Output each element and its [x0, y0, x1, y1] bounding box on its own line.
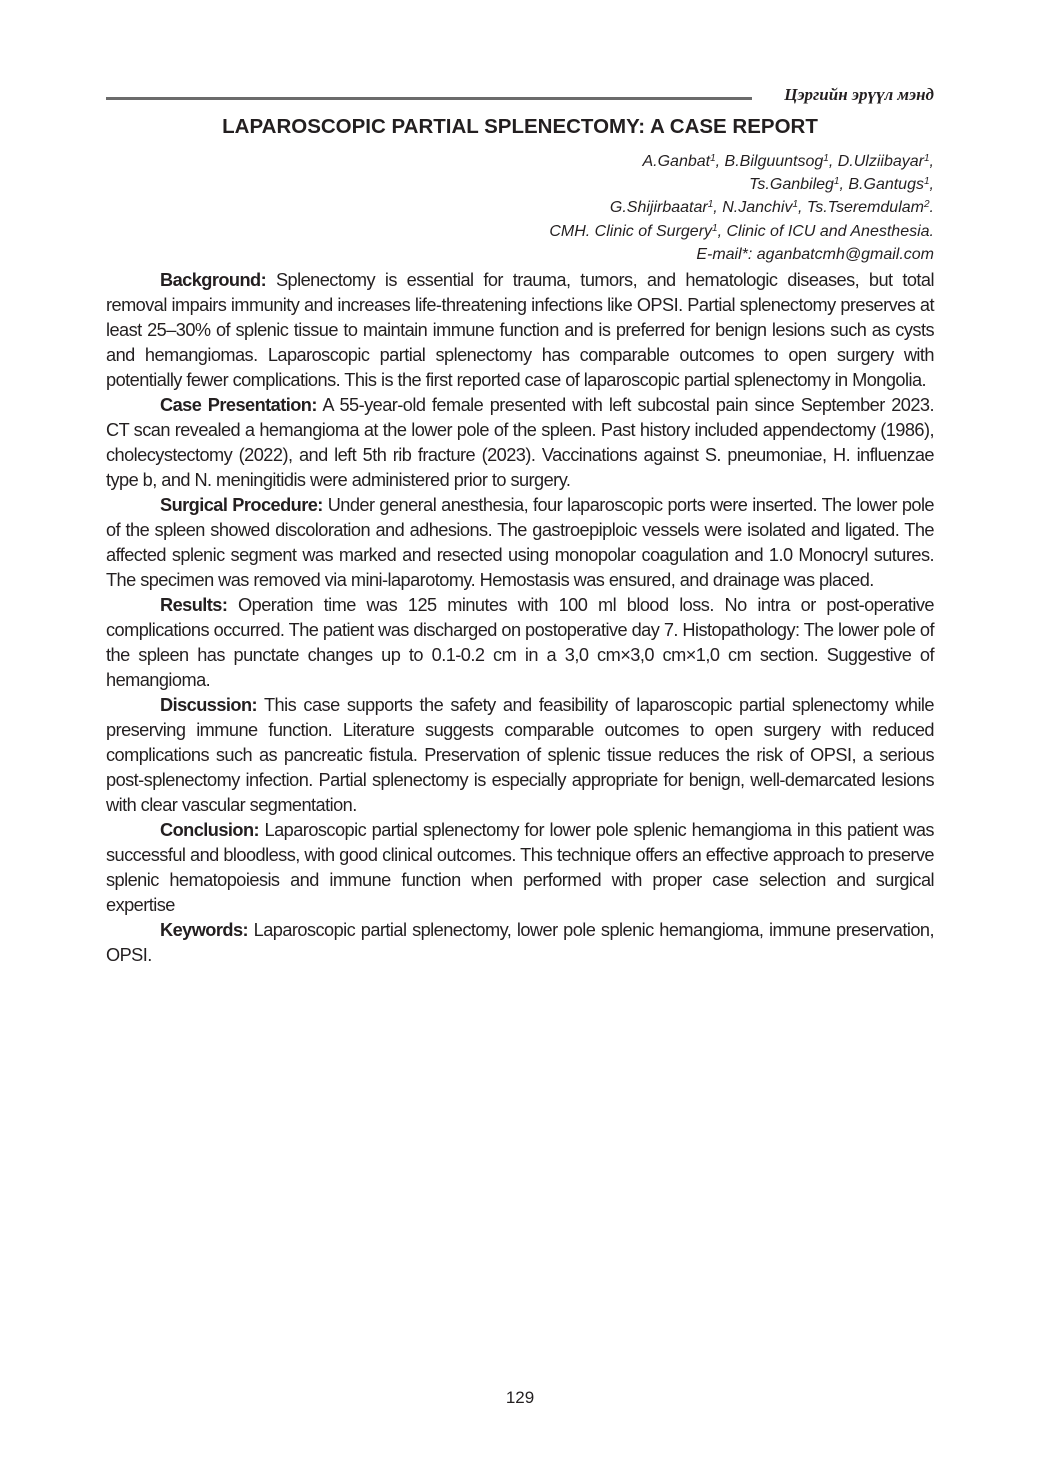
section-discussion — [106, 693, 934, 818]
author-block — [549, 150, 934, 266]
section-background — [106, 268, 934, 393]
separator: . — [929, 199, 934, 217]
section-text: Splenectomy is essential for trauma, tumors, and hematologic diseases, but total removal impairs immunity and increases life-threatening infections like OPSI. Partial splenectomy preserves at least 25–30% of splenic tissue to maintain immune function and is preferred for benign lesions such as cysts and hemangiomas. Laparoscopic partial splenectomy has comparable outcomes to open surgery with potentially fewer complications. This is the first reported case of laparoscopic partial splenectomy in Mongolia. — [106, 270, 934, 390]
separator: , — [839, 176, 849, 194]
affiliation-prefix: CMH. Clinic of Surgery — [549, 222, 713, 240]
author-line-3 — [549, 196, 934, 219]
section-text: Operation time was 125 minutes with 100 ml blood loss. No intra or post-operative complications occurred. The patient was discharged on postoperative day 7. Histopathology: The lower pole of the spleen has punctate changes up to 0.1-0.2 cm in a 3,0 cm×3,0 cm×1,0 cm section. Suggestive of hemangioma. — [106, 595, 934, 690]
article-title: LAPAROSCOPIC PARTIAL SPLENECTOMY: A CASE REPORT — [222, 115, 818, 138]
affiliation-marker: 1 — [833, 176, 840, 188]
author-line-1 — [549, 150, 934, 173]
section-keywords — [106, 918, 934, 968]
section-conclusion — [106, 818, 934, 918]
author-name: B.Bilguuntsog — [724, 153, 824, 170]
section-surgical-procedure — [106, 493, 934, 593]
author-name: A.Ganbat — [642, 153, 711, 170]
affiliation-marker: 2 — [923, 199, 930, 211]
separator: , — [715, 153, 725, 170]
author-name: Ts.Ganbileg — [749, 176, 834, 194]
separator: , — [929, 153, 934, 170]
section-label: Conclusion: — [160, 820, 260, 840]
section-label: Surgical Procedure: — [160, 495, 323, 515]
section-case-presentation — [106, 393, 934, 493]
running-header — [106, 84, 934, 106]
section-text: Laparoscopic partial splenectomy for lower pole splenic hemangioma in this patient was successful and bloodless, with good clinical outcomes. This technique offers an effective approach to preserve splenic hematopoiesis and immune function when performed with proper case selection and surgical expertise — [106, 820, 934, 915]
separator: , — [713, 199, 723, 217]
header-rule-divider — [106, 97, 752, 100]
section-results — [106, 593, 934, 693]
separator: , — [798, 199, 807, 217]
section-text: Laparoscopic partial splenectomy, lower pole splenic hemangioma, immune preservation, OPSI. — [106, 920, 934, 965]
abstract-body — [106, 268, 934, 968]
page-number: 129 — [505, 1388, 535, 1407]
author-line-2 — [549, 173, 934, 196]
author-name: D.Ulziibayar — [837, 153, 924, 170]
affiliation-marker: 1 — [707, 199, 714, 211]
author-name: G.Shijirbaatar — [609, 199, 708, 217]
section-text: Under general anesthesia, four laparoscopic ports were inserted. The lower pole of the spleen showed discoloration and adhesions. The gastroepiploic vessels were isolated and ligated. The affected splenic segment was marked and resected using monopolar coagulation and 1.0 Monocryl sutures. The specimen was removed via mini-laparotomy. Hemostasis was ensured, and drainage was placed. — [106, 495, 935, 590]
section-label: Background: — [160, 270, 267, 290]
contact-email: E-mail*: aganbatcmh@gmail.com — [696, 245, 934, 263]
affiliation-marker: 1 — [710, 153, 716, 164]
section-text: A 55-year-old female presented with left subcostal pain since September 2023. CT scan revealed a hemangioma at the lower pole of the spleen. Past history included appendectomy (1986), cholecystectomy (2022), and left 5th rib fracture (2023). Vaccinations against S. pneumoniae, H. influenzae type b, and N. meningitidis were administered prior to surgery. — [106, 395, 935, 490]
affiliation-line — [549, 220, 934, 243]
author-name: N.Janchiv — [722, 199, 793, 217]
section-label: Keywords: — [160, 920, 249, 940]
affiliation-marker: 1 — [823, 153, 829, 164]
section-label: Case Presentation: — [160, 395, 317, 415]
affiliation-marker: 1 — [923, 153, 930, 164]
author-name: Ts.Tseremdulam — [806, 199, 924, 217]
author-name: B.Gantugs — [848, 176, 924, 194]
affiliation-marker: 1 — [923, 176, 930, 188]
journal-name: Цэргийн эрүүл мэнд — [784, 85, 934, 104]
affiliation-marker: 1 — [792, 199, 798, 211]
separator: , — [929, 176, 934, 194]
section-label: Discussion: — [160, 695, 258, 715]
section-text: This case supports the safety and feasibility of laparoscopic partial splenectomy while preserving immune function. Literature suggests comparable outcomes to open surgery with reduced complications such as pancreatic fistula. Preservation of splenic tissue reduces the risk of OPSI, a serious post-splenectomy infection. Partial splenectomy is especially appropriate for benign, well-demarcated lesions with clear vascular segmentation. — [106, 695, 934, 815]
affiliation-marker: 1 — [712, 222, 718, 234]
section-label: Results: — [160, 595, 228, 615]
affiliation-suffix: , Clinic of ICU and Anesthesia. — [717, 222, 934, 240]
separator: , — [828, 153, 838, 170]
